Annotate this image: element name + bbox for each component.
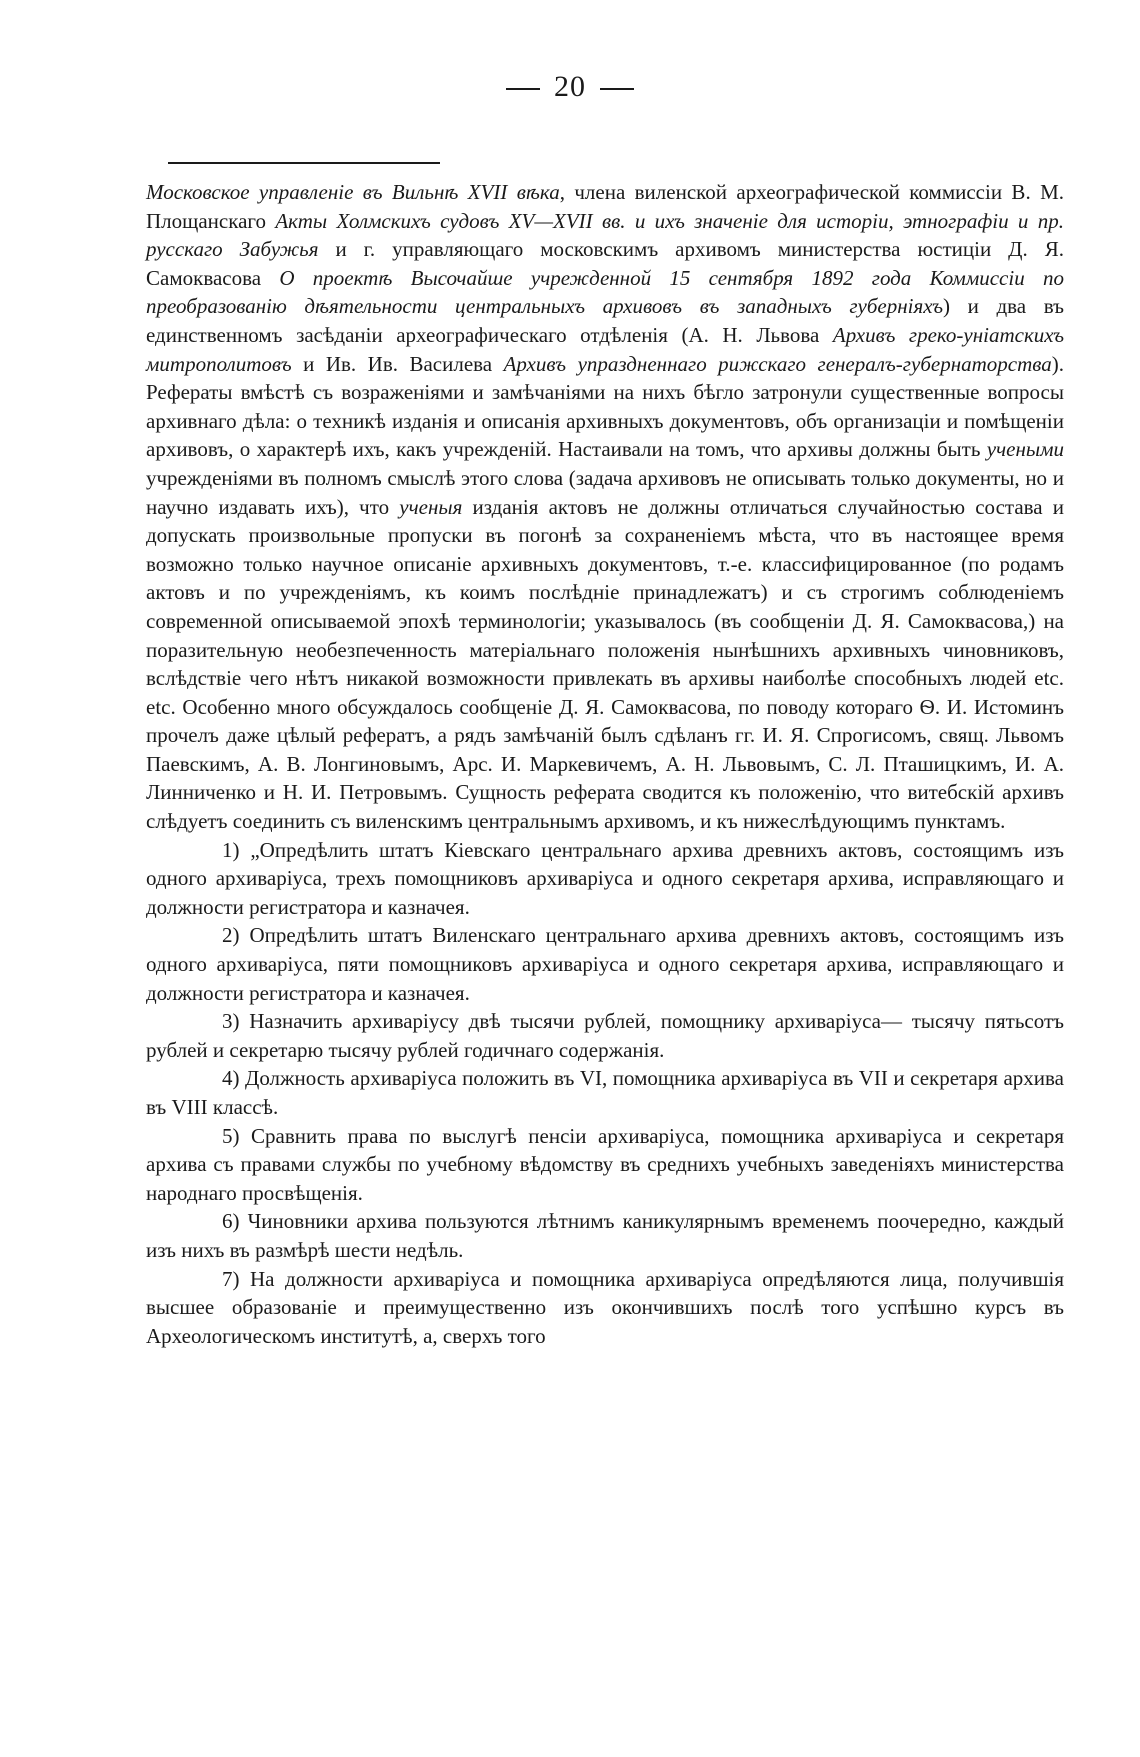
italic-citation: Архивъ греко-уніатскихъ митрополитовъ [146,322,1064,376]
text-segment: 7) На должности архиваріуса и помощника архиваріуса опредѣляются лица, получившія высшее образованіе и преимущественно изъ окончившихъ послѣ того успѣшно курсъ въ Археологическомъ институтѣ, а, сверхъ того [146,1266,1064,1348]
header-divider [168,162,440,164]
paragraph-p6 [146,1122,1064,1208]
text-segment: 4) Должность архиваріуса положить въ VI, помощника архиваріуса въ VII и секретаря архива въ VIII классѣ. [146,1066,1064,1119]
text-segment: 2) Опредѣлить штатъ Виленскаго центральнаго архива древнихъ актовъ, состоящимъ изъ одного архиваріуса, пяти помощниковъ архиваріуса и одного секретаря архива, исправляющаго и должности регистратора и казначея. [146,923,1064,1005]
italic-citation: Акты Холмскихъ судовъ XV—XVII вв. и ихъ значеніе для исторіи, этнографіи и пр. русскаго Забужья [146,208,1065,262]
text-segment: учрежденіями въ полномъ смыслѣ этого слова (задача архивовъ не описывать только документы, но и научно издавать ихъ), что [146,465,1064,519]
text-segment: и г. управляющаго московскимъ архивомъ министерства юстиціи Д. Я. Самоквасова [146,237,1064,290]
italic-citation: учеными [986,437,1064,462]
page-number: 20 [0,70,1140,104]
text-segment: , члена виленской археографической коммиссіи В. М. Площанскаго [146,180,1064,233]
text-segment: изданія актовъ не должны отличаться случайностью состава и допускать произвольные пропуски въ погонѣ за сохраненіемъ мѣста, что въ настоящее время возможно только научное описаніе архивныхъ документовъ, т.-е. классифицированное (по родамъ актовъ и по учрежденіямъ, къ коимъ послѣдніе принадлежатъ) и съ строгимъ соблюденіемъ современной описываемой эпохѣ терминологіи; указывалось (въ сообщеніи Д. Я. Самоквасова,) на поразительную необезпеченность матеріальнаго положенія нынѣшнихъ архивныхъ чиновниковъ, вслѣдствіе чего нѣтъ никакой возможности привлекать въ архивы наиболѣе способныхъ людей etc. etc. Особенно много обсуждалось сообщеніе Д. Я. Самоквасова, по поводу котораго Ѳ. И. Истоминъ прочелъ даже цѣлый рефератъ, а рядъ замѣчаній былъ сдѣланъ гг. И. Я. Спрогисомъ, свящ. Львомъ Паевскимъ, А. В. Лонгиновымъ, Арс. И. Маркевичемъ, А. Н. Львовымъ, С. Л. Пташицкимъ, И. А. Линниченко и Н. И. Петровымъ. Сущность реферата сводится къ положенію, что витебскій архивъ слѣдуетъ соединить съ виленскимъ центральнымъ архивомъ, и къ нижеслѣдующимъ пунктамъ. [146,494,1065,834]
text-segment: ). Рефераты вмѣстѣ съ возраженіями и замѣчаніями на нихъ бѣгло затронули существенные вопросы архивнаго дѣла: о техникѣ изданія и описанія архивныхъ документовъ, объ организаціи и помѣщеніи архивовъ, о характерѣ ихъ, какъ учрежденій. Настаивали на томъ, что архивы должны быть [146,351,1064,462]
paragraph-p3 [146,921,1064,1007]
paragraph-p7 [146,1207,1064,1264]
body-text [146,178,1064,1350]
text-segment: 3) Назначить архиваріусу двѣ тысячи рублей, помощнику архиваріуса— тысячу пятьсотъ рублей и секретарю тысячу рублей годичнаго содержанія. [146,1009,1064,1062]
text-segment: ) и два въ единственномъ засѣданіи археографическаго отдѣленія (А. Н. Львова [146,294,1064,347]
paragraph-p1 [146,178,1064,836]
text-segment: 6) Чиновники архива пользуются лѣтнимъ каникулярнымъ временемъ поочередно, каждый изъ нихъ въ размѣрѣ шести недѣль. [146,1209,1064,1262]
text-segment: и Ив. Ив. Василева [291,351,504,376]
italic-citation: О проектѣ Высочайше учрежденной 15 сентября 1892 года Коммиссіи по преобразованію дѣятельности центральныхъ архивовъ въ западныхъ губерніяхъ [146,265,1064,319]
italic-citation: ученыя [399,494,463,519]
paragraph-p8 [146,1265,1064,1351]
paragraph-p2 [146,836,1064,922]
paragraph-p4 [146,1007,1064,1064]
italic-citation: Архивъ упраздненнаго рижскаго генералъ-губернаторства [503,351,1052,376]
text-segment: 5) Сравнить права по выслугѣ пенсіи архиваріуса, помощника архиваріуса и секретаря архива съ правами службы по учебному вѣдомству въ среднихъ учебныхъ заведеніяхъ министерства народнаго просвѣщенія. [146,1123,1064,1205]
text-segment: 1) „Опредѣлить штатъ Кіевскаго центральнаго архива древнихъ актовъ, состоящимъ изъ одного архиваріуса, трехъ помощниковъ архиваріуса и одного секретаря архива, исправляющаго и должности регистратора и казначея. [146,837,1064,919]
italic-citation: Московское управленіе въ Вильнѣ XVII вѣка [146,180,560,204]
paragraph-p5 [146,1064,1064,1121]
